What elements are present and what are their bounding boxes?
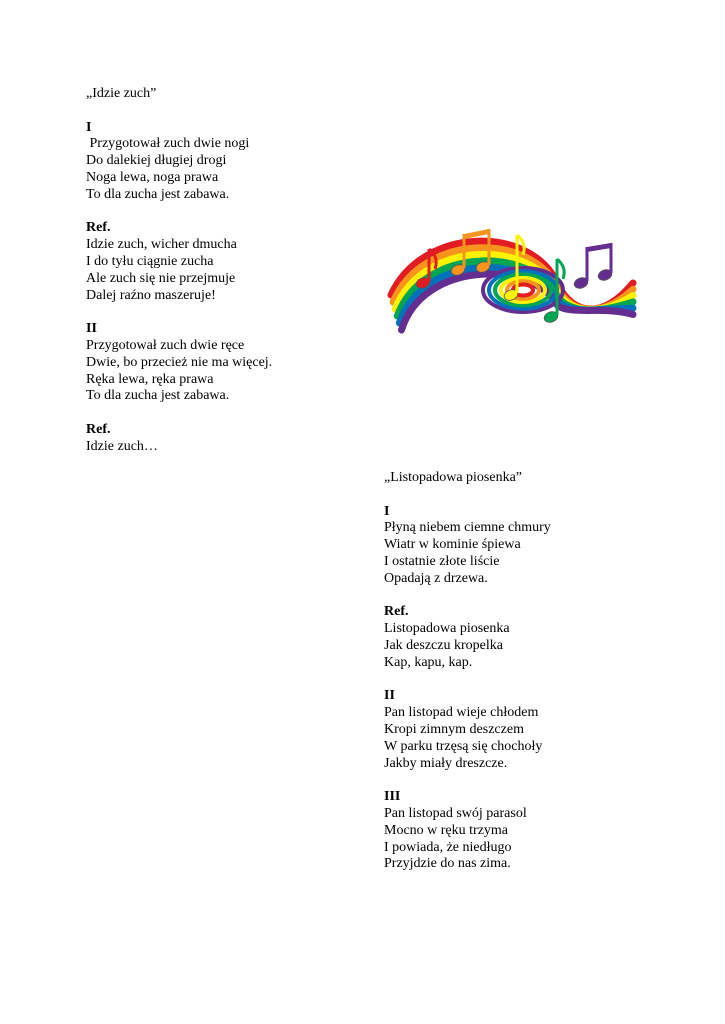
song-title: „Idzie zuch” <box>86 86 157 101</box>
song-section <box>86 120 366 204</box>
song-section <box>86 220 366 304</box>
lyric-line: Przyjdzie do nas zima. <box>384 856 511 872</box>
note-beam <box>464 229 489 239</box>
lyric-line: Do dalekiej długiej drogi <box>86 153 227 169</box>
song-idzie-zuch <box>86 86 366 456</box>
lyric-line: Ręka lewa, ręka prawa <box>86 371 214 387</box>
note-beam <box>587 243 611 252</box>
section-heading: I <box>384 503 390 519</box>
lyric-line: Noga lewa, noga prawa <box>86 169 219 185</box>
lyric-line: Przygotował zuch dwie nogi <box>86 136 250 152</box>
lyric-line: Ale zuch się nie przejmuje <box>86 270 236 286</box>
lyric-line: To dla zucha jest zabawa. <box>86 388 230 404</box>
song-section <box>384 789 684 873</box>
lyric-line: Idzie zuch, wicher dmucha <box>86 237 237 253</box>
lyric-line: Pan listopad wieje chłodem <box>384 705 539 721</box>
lyric-line: Płyną niebem ciemne chmury <box>384 520 551 536</box>
lyric-line: Dalej raźno maszeruje! <box>86 287 216 303</box>
section-heading: III <box>384 789 401 805</box>
song-section <box>384 504 684 588</box>
lyric-line: Dwie, bo przecież nie ma więcej. <box>86 354 273 370</box>
section-heading: Ref. <box>86 220 111 236</box>
lyric-line: W parku trzęsą się chochoły <box>384 738 543 754</box>
song-section <box>86 321 366 405</box>
section-heading: I <box>86 119 92 135</box>
song-listopadowa-piosenka <box>384 470 684 873</box>
lyric-line: Opadają z drzewa. <box>384 570 488 586</box>
section-heading: Ref. <box>86 421 111 437</box>
lyric-line: Idzie zuch… <box>86 438 158 454</box>
lyric-line: I ostatnie złote liście <box>384 553 500 569</box>
lyric-line: Przygotował zuch dwie ręce <box>86 337 245 353</box>
lyric-line: Wiatr w kominie śpiewa <box>384 537 521 553</box>
section-heading: II <box>384 688 395 704</box>
lyric-line: To dla zucha jest zabawa. <box>86 186 230 202</box>
section-heading: Ref. <box>384 604 409 620</box>
lyric-line: I powiada, że niedługo <box>384 839 512 855</box>
song-sections <box>86 120 366 456</box>
lyric-line: I do tyłu ciągnie zucha <box>86 253 214 269</box>
section-heading: II <box>86 321 97 337</box>
song-section <box>384 604 684 671</box>
song-title: „Listopadowa piosenka” <box>384 470 523 485</box>
lyric-line: Listopadowa piosenka <box>384 621 510 637</box>
song-section <box>384 688 684 772</box>
lyric-line: Jakby miały dreszcze. <box>384 755 508 771</box>
lyric-line: Jak deszczu kropelka <box>384 637 503 653</box>
lyric-line: Kap, kapu, kap. <box>384 654 473 670</box>
lyric-line: Pan listopad swój parasol <box>384 805 527 821</box>
song-section <box>86 422 366 456</box>
song-sections <box>384 504 684 874</box>
lyric-line: Kropi zimnym deszczem <box>384 721 524 737</box>
lyric-line: Mocno w ręku trzyma <box>384 822 509 838</box>
rainbow-music-notes-icon <box>383 205 641 365</box>
